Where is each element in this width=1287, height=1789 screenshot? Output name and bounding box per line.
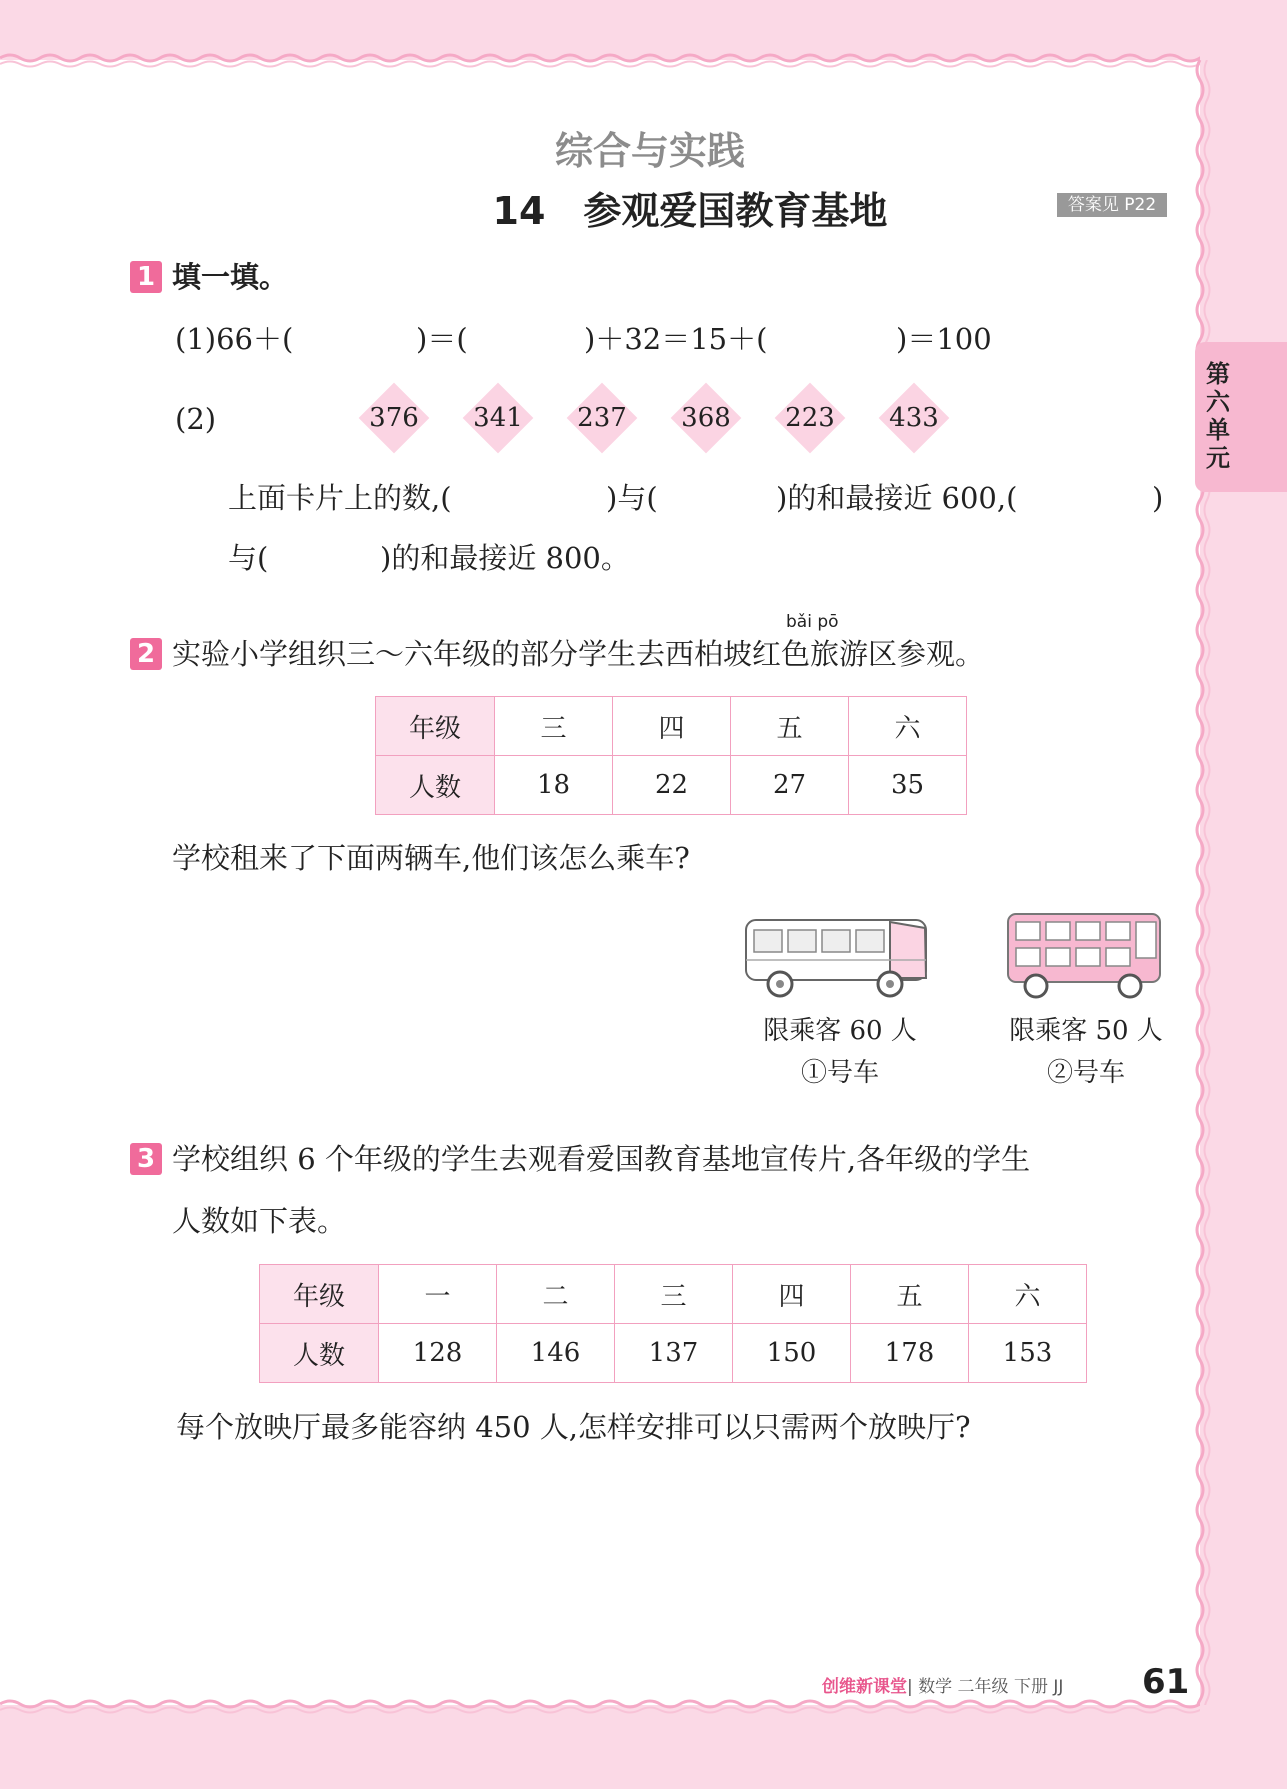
unit-side-tab-label: 第六单元 (1206, 360, 1230, 472)
question-3-line1: 学校组织 6 个年级的学生去观看爱国教育基地宣传片,各年级的学生 (172, 1142, 1031, 1176)
table-cell: 22 (613, 756, 731, 815)
page-number: 61 (1142, 1662, 1190, 1702)
table-cell: 178 (851, 1324, 969, 1383)
table-cell: 一 (379, 1265, 497, 1324)
number-card: 237 (566, 382, 638, 454)
question-2-number: 2 (130, 638, 162, 670)
question-3-prompt: 每个放映厅最多能容纳 450 人,怎样安排可以只需两个放映厅? (176, 1410, 971, 1444)
table-cell: 三 (615, 1265, 733, 1324)
q1-part2-line1-a: 上面卡片上的数,( (228, 481, 452, 515)
question-2-text: 实验小学组织三～六年级的部分学生去西柏坡红色旅游区参观。 (172, 637, 985, 671)
lesson-title: 14 参观爱国教育基地 (492, 189, 888, 233)
table-cell: 27 (731, 756, 849, 815)
table-cell: 146 (497, 1324, 615, 1383)
number-card: 341 (462, 382, 534, 454)
number-card: 368 (670, 382, 742, 454)
question-1-number: 1 (130, 261, 162, 293)
bus-2-name: ②号车 (1046, 1058, 1125, 1088)
table-cell: 18 (495, 756, 613, 815)
top-wave-border (0, 46, 1200, 70)
bottom-wave-border (0, 1694, 1200, 1718)
page-sheet (0, 60, 1200, 1705)
q3-grade-table (259, 1264, 1087, 1383)
table-cell: 二 (497, 1265, 615, 1324)
q1-part2-line1-b: )与( (606, 481, 658, 515)
bus-1-name: ①号车 (800, 1058, 879, 1088)
table-cell: 六 (969, 1265, 1087, 1324)
q1-part2-line1-d: ) (1152, 481, 1164, 515)
answer-reference-badge: 答案见 P22 (1057, 193, 1167, 217)
question-3-line2: 人数如下表。 (172, 1204, 347, 1238)
page-footer (822, 1672, 1063, 1697)
table-row-head: 年级 (376, 697, 495, 756)
table-cell: 五 (851, 1265, 969, 1324)
question-3-number: 3 (130, 1143, 162, 1175)
question-2-prompt: 学校租来了下面两辆车,他们该怎么乘车? (172, 841, 690, 875)
table-cell: 35 (849, 756, 967, 815)
q1-part1-eq3: )＝100 (896, 322, 992, 356)
table-cell: 153 (969, 1324, 1087, 1383)
question-1-title: 填一填。 (172, 260, 289, 294)
number-card: 376 (358, 382, 430, 454)
table-cell: 137 (615, 1324, 733, 1383)
number-card: 223 (774, 382, 846, 454)
bus-1-limit: 限乘客 60 人 (763, 1016, 917, 1046)
table-cell: 128 (379, 1324, 497, 1383)
bus-2-icon (1000, 906, 1170, 1002)
number-card: 433 (878, 382, 950, 454)
footer-brand: 创维新课堂 (822, 1677, 907, 1697)
table-row-head: 人数 (376, 756, 495, 815)
q1-part2-line2-b: )的和最接近 800。 (380, 541, 630, 575)
footer-info: | 数学 二年级 下册 JJ (907, 1677, 1064, 1697)
table-cell: 150 (733, 1324, 851, 1383)
table-cell: 六 (849, 697, 967, 756)
q2-grade-table (375, 696, 967, 815)
q1-part1-eq2: )＋32＝15＋( (584, 322, 768, 356)
q1-part1-label: (1)66＋( (175, 322, 294, 356)
pinyin-annotation: bǎi pō (786, 612, 839, 632)
table-row-head: 年级 (260, 1265, 379, 1324)
q1-part2-line2-a: 与( (228, 541, 269, 575)
table-cell: 五 (731, 697, 849, 756)
table-row-head: 人数 (260, 1324, 379, 1383)
q1-part2-line1-c: )的和最接近 600,( (776, 481, 1018, 515)
bus-1-icon (740, 908, 940, 1004)
bus-2-limit: 限乘客 50 人 (1009, 1016, 1163, 1046)
right-wave-border (1192, 60, 1216, 1705)
table-cell: 三 (495, 697, 613, 756)
section-title: 综合与实践 (554, 129, 745, 173)
q1-part1-eq1: )＝( (416, 322, 468, 356)
table-cell: 四 (613, 697, 731, 756)
q1-part2-label: (2) (175, 402, 217, 436)
table-cell: 四 (733, 1265, 851, 1324)
